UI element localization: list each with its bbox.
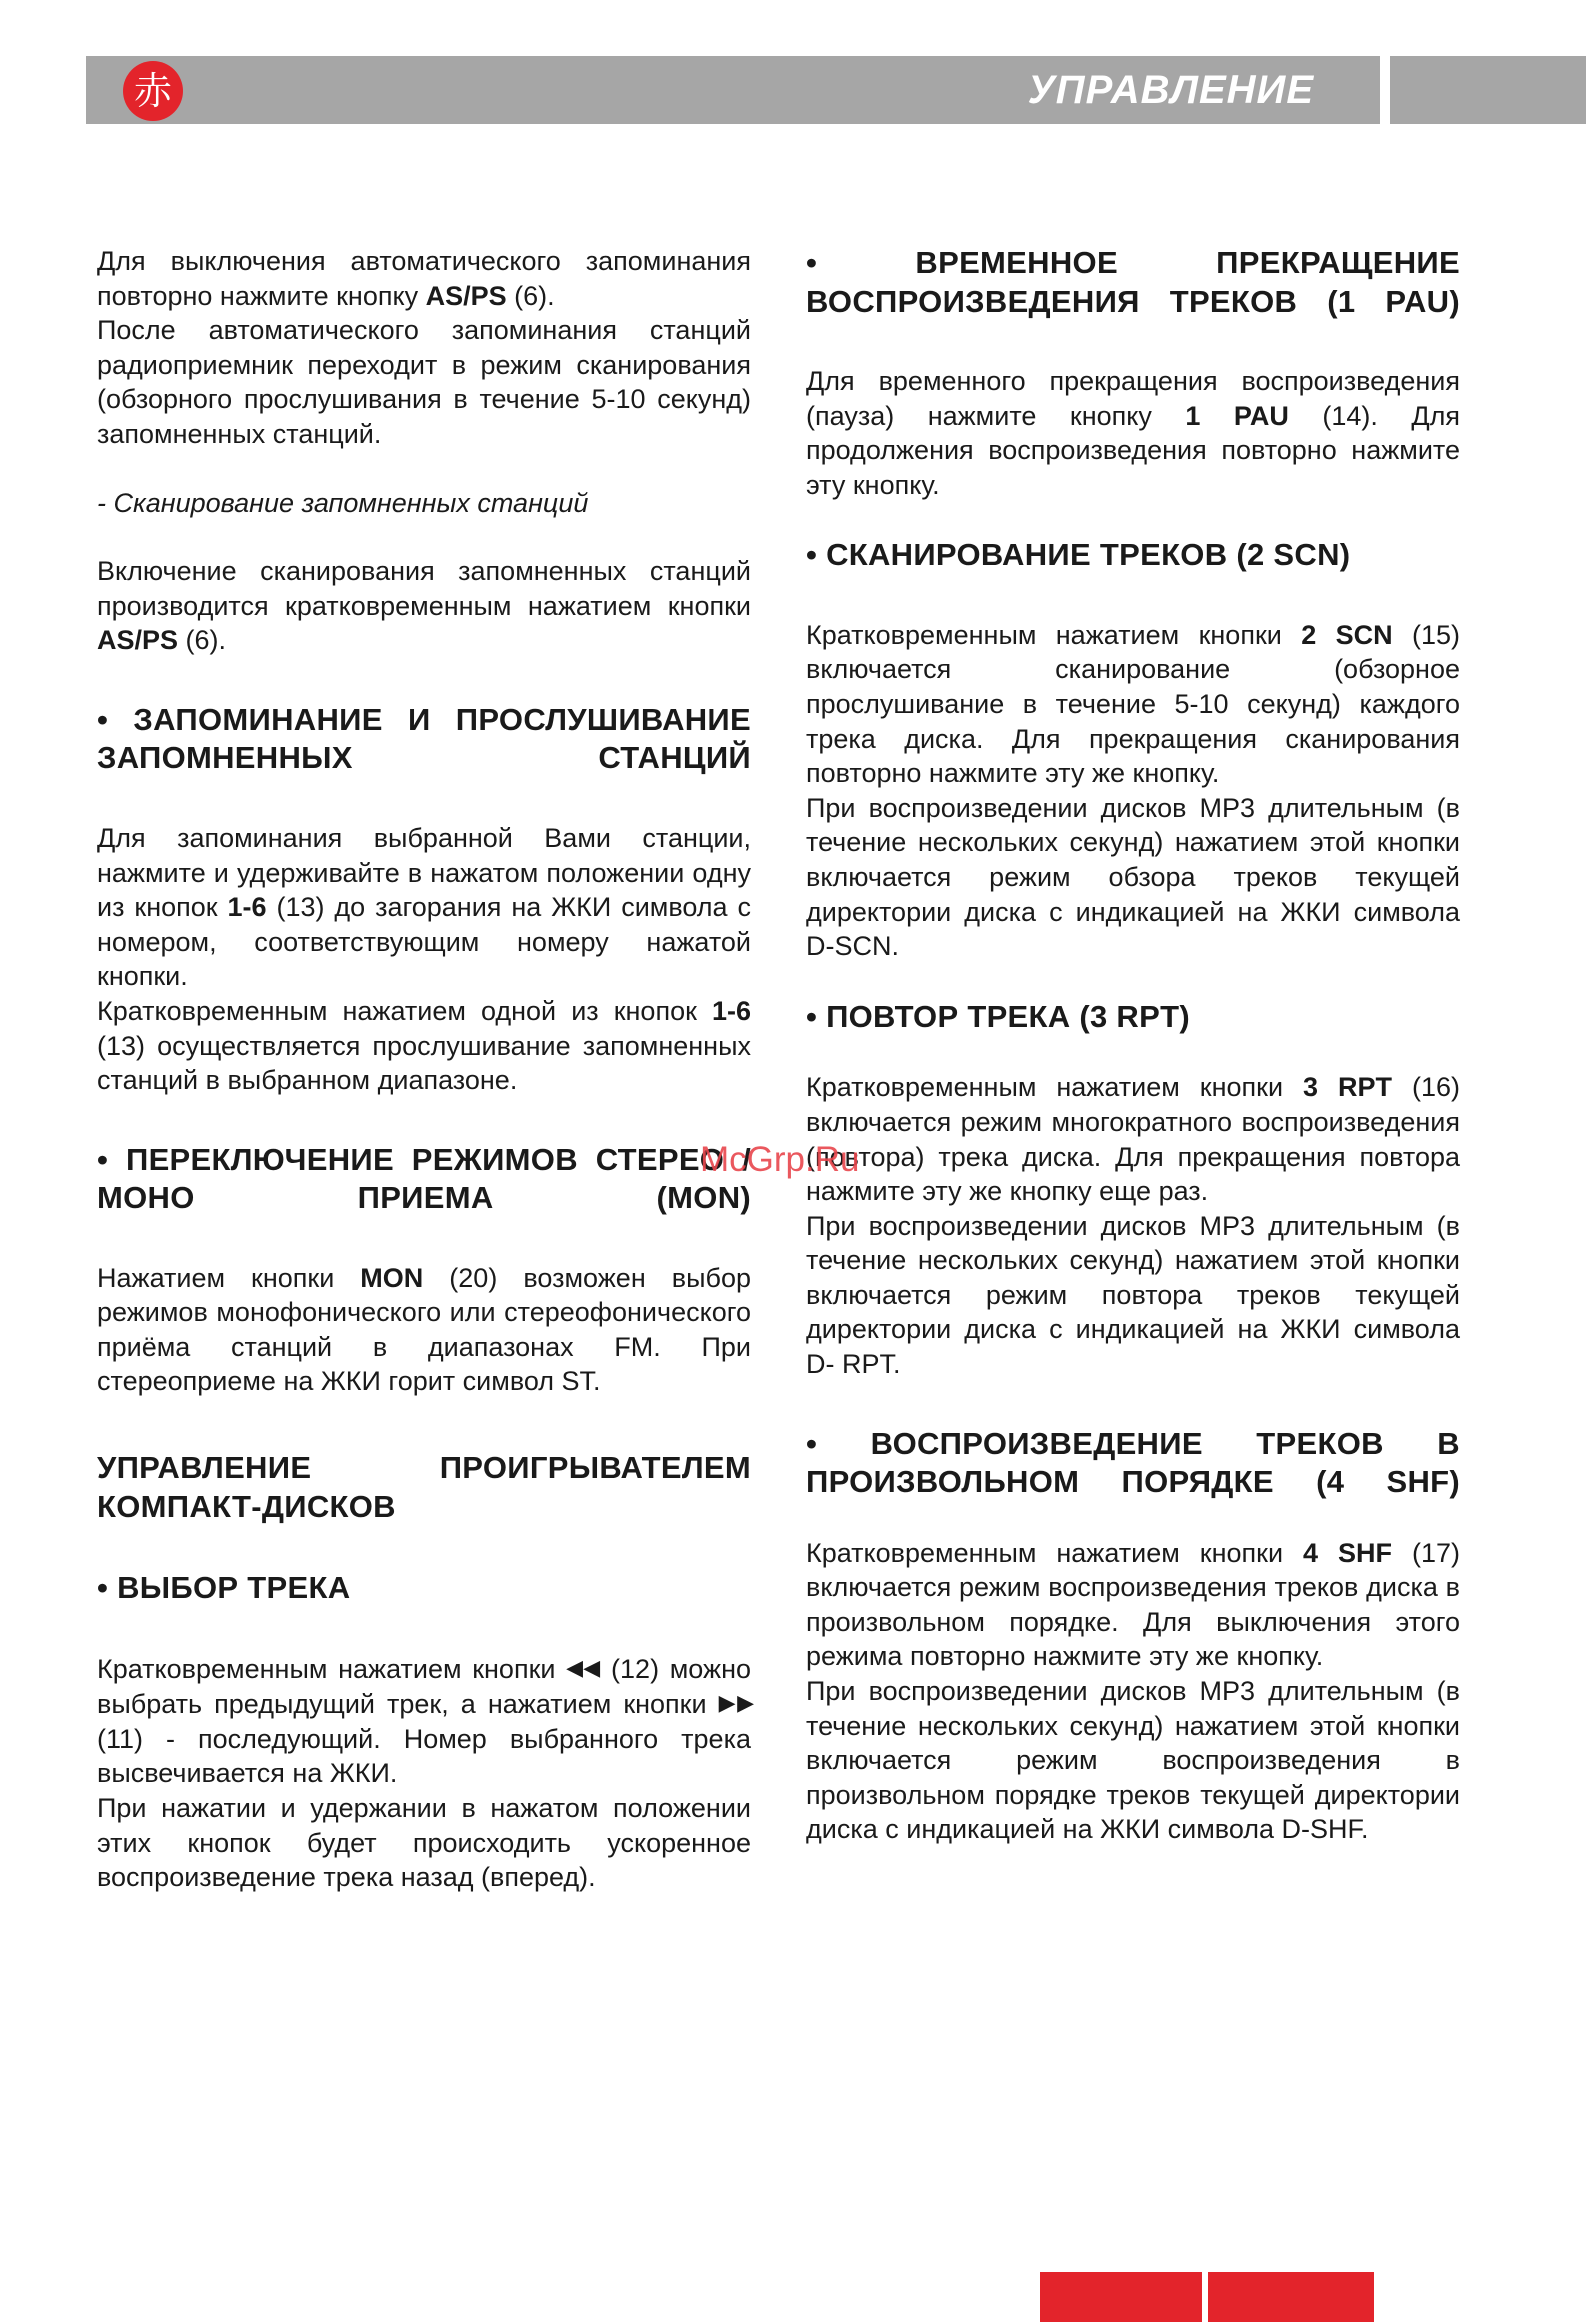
paragraph: Нажатием кнопки MON (20) возможен выбор режимов монофонического или стереофонического приёма станций в диапазонах FM. При стереоприеме на ЖКИ горит символ ST. <box>97 1262 751 1397</box>
left-column <box>97 244 751 1895</box>
right-column <box>806 244 1460 1847</box>
rewind-icon: ◀◀ <box>566 1654 601 1680</box>
section-heading: • ЗАПОМИНАНИЕ И ПРОСЛУШИВАНИЕ ЗАПОМНЕННЫХ СТАНЦИЙ <box>97 701 751 776</box>
subheading-italic: - Сканирование запомненных станций <box>97 487 589 518</box>
section-heading: • СКАНИРОВАНИЕ ТРЕКОВ (2 SCN) <box>806 537 1351 573</box>
brand-logo-icon: 赤 <box>123 61 183 121</box>
paragraph: При нажатии и удержании в нажатом положении этих кнопок будет происходить ускоренное воспроизведение трека назад (вперед). <box>97 1792 751 1893</box>
paragraph: Кратковременным нажатием кнопки 2 SCN (15) включается сканирование (обзорное прослушивание в течение 5-10 секунд) каждого трека диска. Для прекращения сканирования повторно нажмите эту же кнопку. <box>806 619 1460 789</box>
section-heading: • ПОВТОР ТРЕКА (3 RPT) <box>806 998 1190 1034</box>
paragraph: При воспроизведении дисков MP3 длительным (в течение нескольких секунд) нажатием этой кнопки включается режим повтора треков текущей директории диска с индикацией на ЖКИ символа D- RPT. <box>806 1210 1460 1380</box>
footer-bar <box>1040 2272 1202 2322</box>
section-heading: • ВОСПРОИЗВЕДЕНИЕ ТРЕКОВ В ПРОИЗВОЛЬНОМ ПОРЯДКЕ (4 SHF) <box>806 1425 1460 1500</box>
section-heading: • ПЕРЕКЛЮЧЕНИЕ РЕЖИМОВ СТЕРЕО / МОНО ПРИЕМА (MON) <box>97 1141 751 1216</box>
paragraph: Включение сканирования запомненных станций производится кратковременным нажатием кнопки AS/PS (6). <box>97 556 751 656</box>
paragraph: При воспроизведении дисков MP3 длительным (в течение нескольких секунд) нажатием этой кнопки включается режим обзора треков текущей директории диска с индикацией на ЖКИ символа D-SCN. <box>806 792 1460 962</box>
paragraph: Кратковременным нажатием кнопки 4 SHF (17) включается режим воспроизведения треков диска в произвольном порядке. Для выключения этого режима повторно нажмите эту же кнопку. <box>806 1537 1460 1672</box>
section-heading: • ВЫБОР ТРЕКА <box>97 1570 351 1606</box>
watermark: McGrp.Ru <box>700 1140 860 1179</box>
chapter-heading: УПРАВЛЕНИЕ ПРОИГРЫВАТЕЛЕМ КОМПАКТ-ДИСКОВ <box>97 1450 751 1524</box>
paragraph: При воспроизведении дисков MP3 длительным (в течение нескольких секунд) нажатием этой кнопки включается режим воспроизведения в произвольном порядке треков текущей директории диска с индикацией на ЖКИ символа D-SHF. <box>806 1676 1460 1845</box>
paragraph: Для запоминания выбранной Вами станции, нажмите и удерживайте в нажатом положении одну из кнопок 1-6 (13) до загорания на ЖКИ символа с номером, соответствующим номеру нажатой кнопки. <box>97 822 752 992</box>
paragraph: Кратковременным нажатием одной из кнопок 1-6 (13) осуществляется прослушивание запомненных станций в выбранном диапазоне. <box>97 995 751 1096</box>
page-title: УПРАВЛЕНИЕ <box>1027 68 1314 112</box>
paragraph: Для выключения автоматического запоминания повторно нажмите кнопку AS/PS (6). <box>97 246 751 311</box>
fast-forward-icon: ▶▶ <box>718 1690 752 1716</box>
paragraph: Кратковременным нажатием кнопки 3 RPT (16) включается режим многократного воспроизведения (повтора) трека диска. Для прекращения повтора нажмите эту же кнопку еще раз. <box>806 1072 1460 1207</box>
footer-bar <box>1208 2272 1374 2322</box>
paragraph: Для временного прекращения воспроизведения (пауза) нажмите кнопку 1 PAU (14). Для продолжения воспроизведения повторно нажмите эту кнопку. <box>806 366 1460 500</box>
header-bar-tail <box>1390 56 1586 124</box>
paragraph: Кратковременным нажатием кнопки ◀◀ (12) можно выбрать предыдущий трек, а нажатием кнопки ▶▶ (11) - последующий. Номер выбранного трека высвечивается на ЖКИ. <box>97 1653 752 1789</box>
paragraph: После автоматического запоминания станций радиоприемник переходит в режим сканирования (обзорного прослушивания в течение 5-10 секунд) запомненных станций. <box>97 315 751 449</box>
section-heading: • ВРЕМЕННОЕ ПРЕКРАЩЕНИЕ ВОСПРОИЗВЕДЕНИЯ ТРЕКОВ (1 PAU) <box>806 245 1460 319</box>
